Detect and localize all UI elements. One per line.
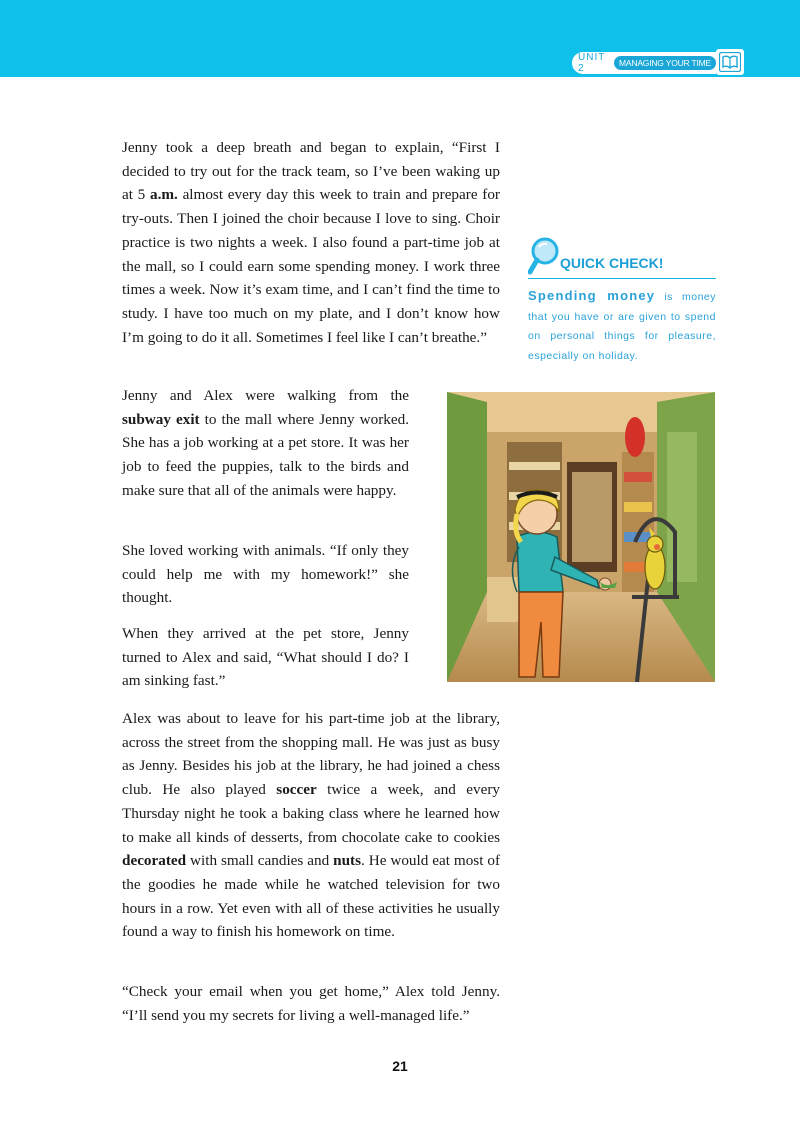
vocab-am: a.m. xyxy=(150,186,178,204)
unit-tag xyxy=(572,52,716,74)
vocab-soccer: soccer xyxy=(276,781,317,799)
unit-label: UNIT 2 xyxy=(578,52,606,74)
quick-check-definition: Spending money is money that you have or are given to spend on personal things for pleasure, especially on holiday. xyxy=(528,288,717,362)
quick-check-header xyxy=(528,236,716,279)
story-paragraph-2: Jenny and Alex were walking from the subway exit to the mall where Jenny worked. She has a job working at a pet store. It was her job to feed the puppies, talk to the birds and make sure that all of the animals were happy. xyxy=(122,387,409,499)
vocab-nuts: nuts xyxy=(333,852,361,870)
vocab-decorated: decorated xyxy=(122,852,187,870)
story-paragraph-4: When they arrived at the pet store, Jenny turned to Alex and said, “What should I do? I am sinking fast.” xyxy=(122,625,409,690)
vocab-subway-exit: subway exit xyxy=(122,410,200,428)
open-book-icon xyxy=(716,49,744,75)
quick-check-box xyxy=(528,236,716,366)
unit-title: MANAGING YOUR TIME xyxy=(614,56,716,70)
quick-check-term: Spending money xyxy=(528,288,656,303)
story-paragraph-1: Jenny took a deep breath and began to explain, “First I decided to try out for the track team, so I’ve been waking up at 5 a.m. almost every day this week to train and prepare for try-outs. Then I joined the choir because I love to sing. Choir practice is two nights a week. I also found a part-time job at the mall, so I could earn some spending money. I work three times a week. Now it’s exam time, and I can’t find the time to study. I have too much on my plate, and I don’t know how I’m going to do it all. Sometimes I feel like I can’t breathe.” xyxy=(122,139,500,346)
pet-store-illustration xyxy=(447,392,715,682)
story-paragraph-3: She loved working with animals. “If only they could help me with my homework!” she thought. xyxy=(122,542,409,607)
story-paragraph-5: Alex was about to leave for his part-time job at the library, across the street from the shopping mall. He was just as busy as Jenny. Besides his job at the library, he had joined a chess club. He also played soccer twice a week, and every Thursday night he took a baking class where he learned how to make all kinds of desserts, from chocolate cake to cookies decorated with small candies and nuts. He would eat most of the goodies he made while he watched television for two hours in a row. Yet even with all of these activities he usually found a way to finish his homework on time. xyxy=(122,710,500,941)
story-paragraph-6: “Check your email when you get home,” Alex told Jenny. “I’ll send you my secrets for living a well-managed life.” xyxy=(122,983,500,1024)
magnifying-glass-icon xyxy=(528,236,562,276)
quick-check-title: QUICK CHECK! xyxy=(560,255,664,271)
page-number: 21 xyxy=(392,1058,408,1074)
